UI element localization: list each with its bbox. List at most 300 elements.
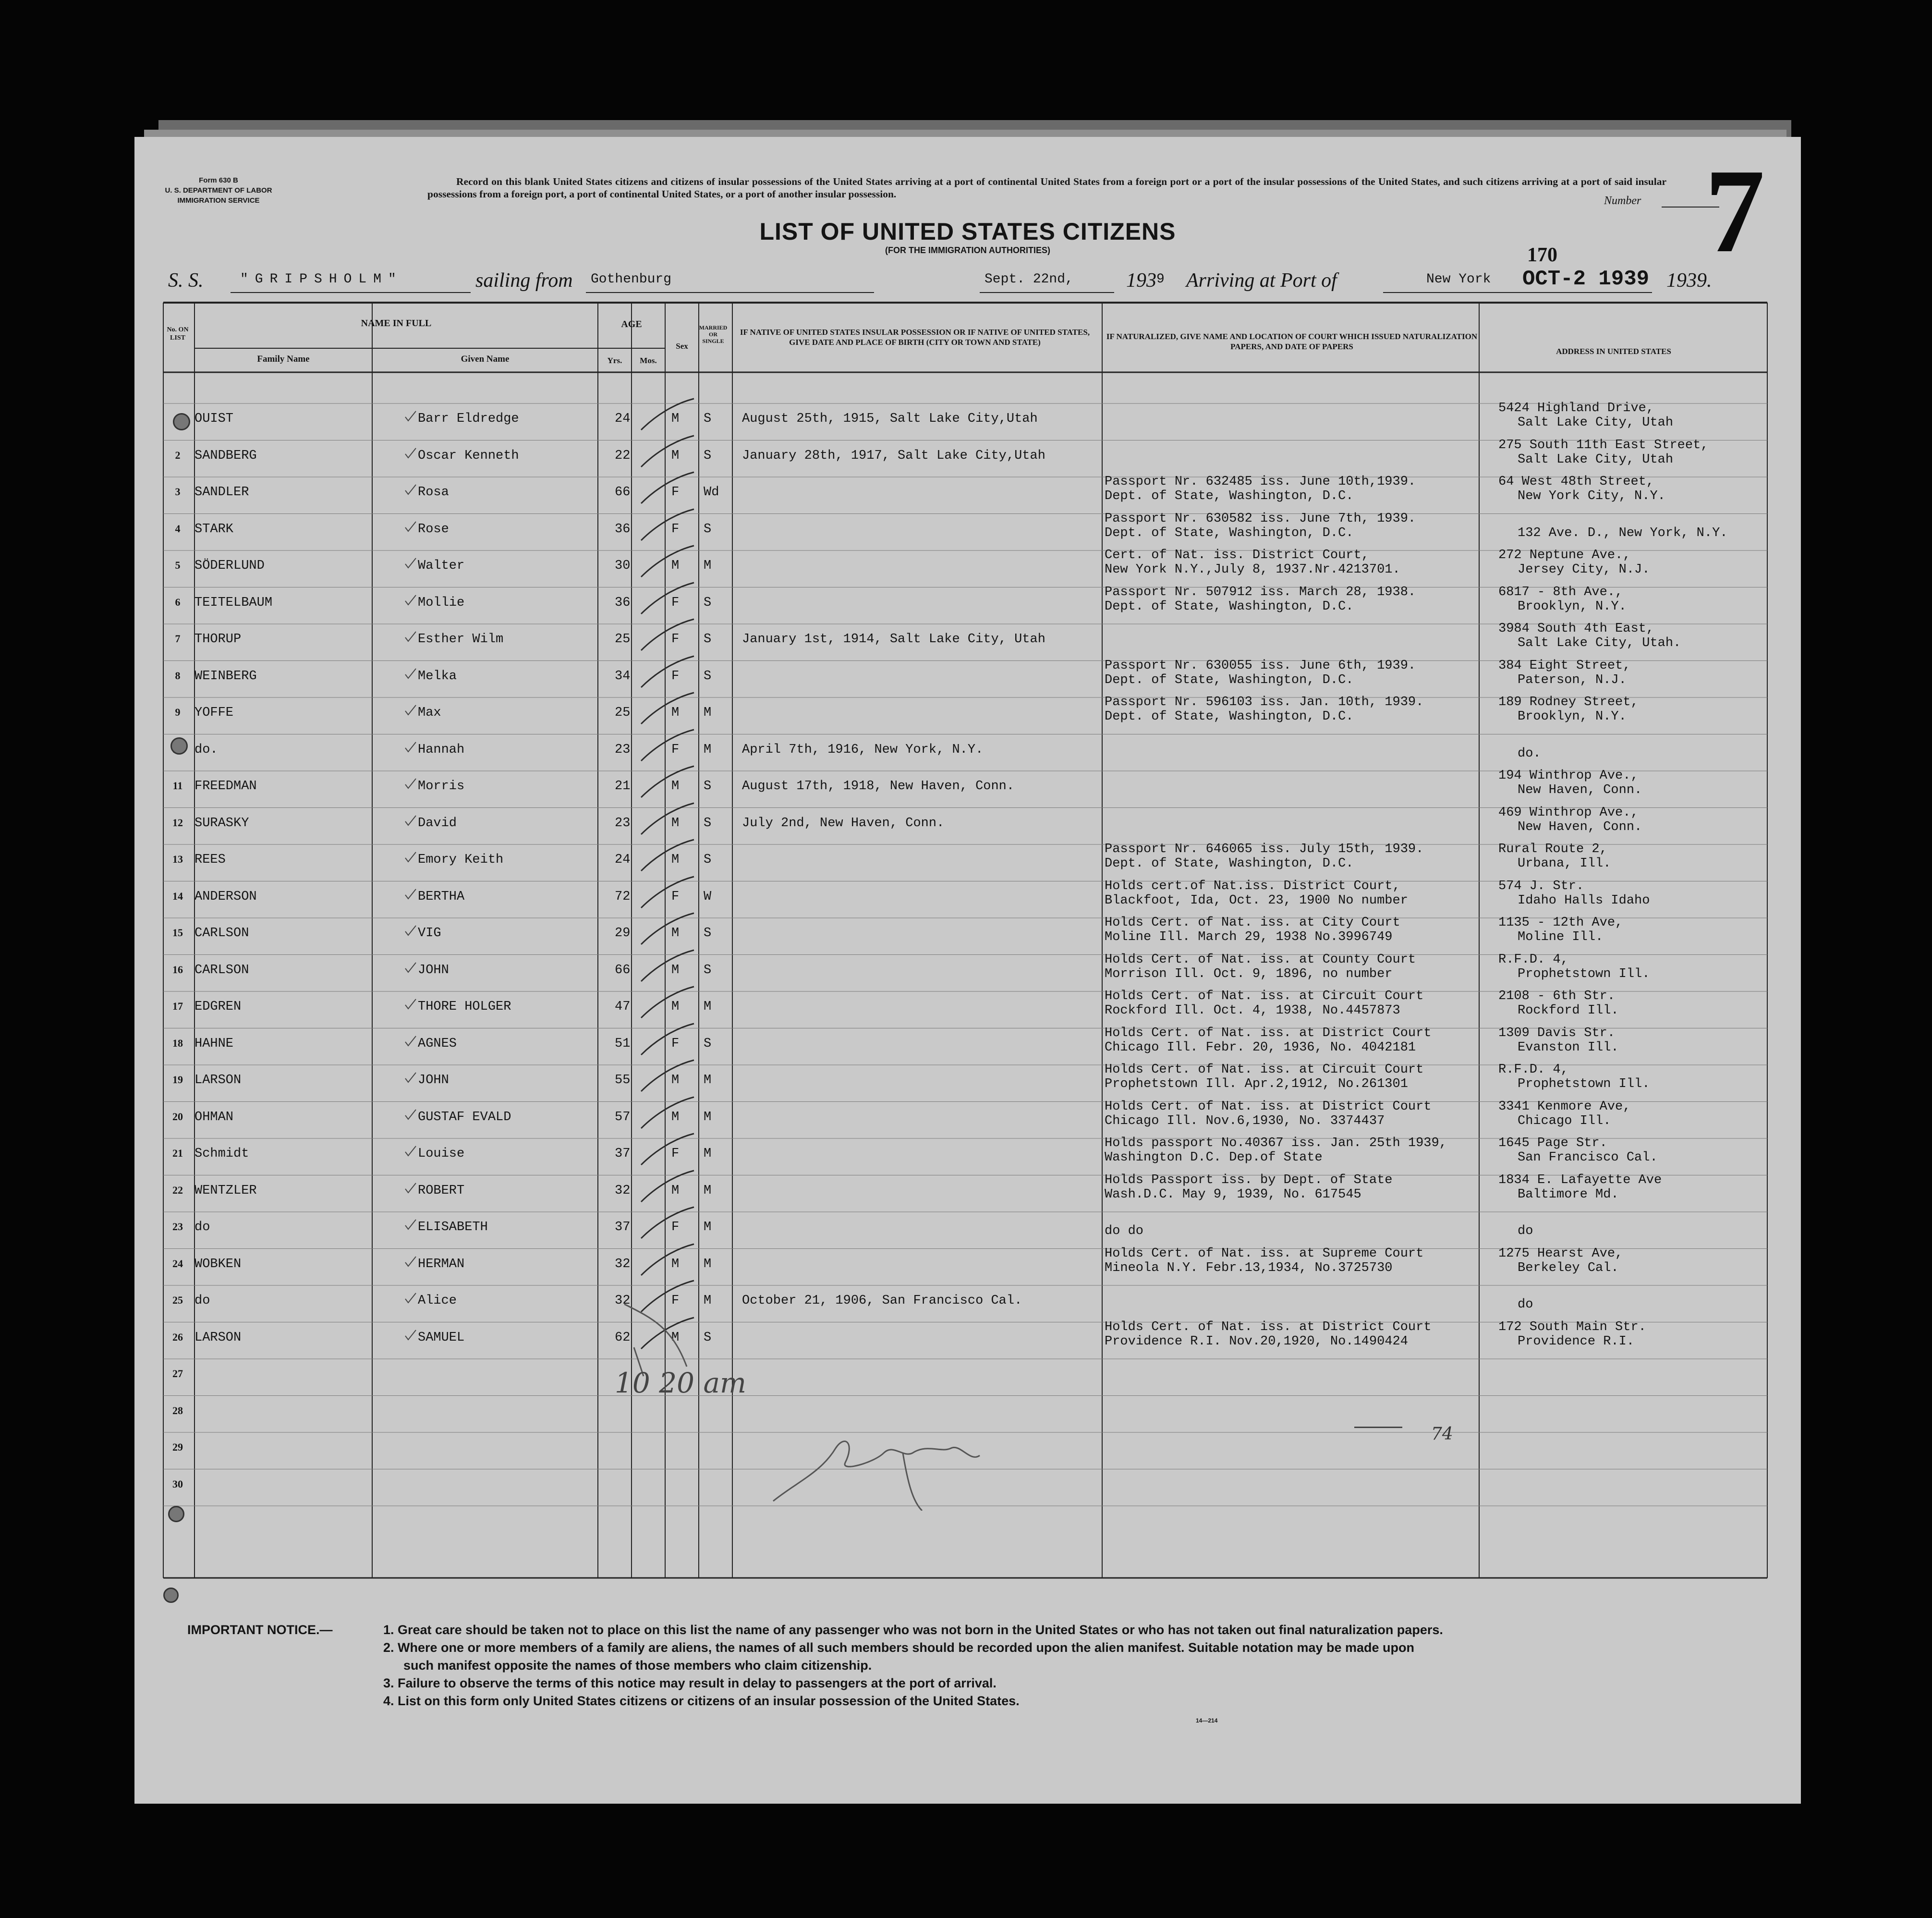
cell-addr2: San Francisco Cal.: [1518, 1150, 1658, 1165]
cell-sex: M: [671, 963, 680, 977]
cell-given: VIG: [418, 926, 441, 941]
cell-marital: S: [704, 448, 712, 463]
stamp-number: 170: [1527, 244, 1557, 266]
notice-item-1: 1. Great care should be taken not to place on this list the name of any passenger who was not born in the United States or who has not taken out final naturalization papers.: [383, 1623, 1443, 1637]
cell-addr2: New York City, N.Y.: [1518, 489, 1665, 503]
cell-nat1: Holds Cert. of Nat. iss. at City Court: [1105, 916, 1400, 930]
cell-no: 24: [172, 1257, 183, 1270]
cell-no: 8: [175, 669, 181, 682]
cell-nat2: Prophetstown Ill. Apr.2,1912, No.261301: [1105, 1077, 1408, 1091]
cell-marital: M: [704, 706, 712, 720]
cell-given: ROBERT: [418, 1183, 465, 1198]
sailing-label: sailing from: [475, 269, 573, 292]
cell-given: ELISABETH: [418, 1220, 488, 1234]
cell-family: STARK: [194, 522, 234, 537]
cell-nat1: Passport Nr. 596103 iss. Jan. 10th, 1939.: [1105, 695, 1424, 709]
cell-age: 36: [615, 522, 631, 537]
cell-family: WENTZLER: [194, 1183, 257, 1198]
cell-addr1: 5424 Highland Drive,: [1498, 401, 1654, 415]
cell-nat1: Passport Nr. 646065 iss. July 15th, 1939.: [1105, 842, 1424, 856]
cell-addr2: Prophetstown Ill.: [1518, 966, 1650, 981]
cell-age: 57: [615, 1110, 631, 1124]
cell-sex: M: [671, 1073, 680, 1087]
cell-addr2: Urbana, Ill.: [1518, 856, 1611, 871]
cell-no: 11: [172, 780, 183, 792]
tick-mark-icon: [403, 1291, 418, 1306]
cell-nat2: Mineola N.Y. Febr.13,1934, No.3725730: [1105, 1260, 1393, 1275]
cell-given: Emory Keith: [418, 853, 504, 867]
cell-given: JOHN: [418, 963, 449, 977]
cell-age: 30: [615, 559, 631, 573]
checkmark-icon: [636, 433, 699, 472]
cell-addr2: Chicago Ill.: [1518, 1113, 1611, 1128]
cell-family: WEINBERG: [194, 669, 257, 684]
tick-mark-icon: [403, 1108, 418, 1122]
cell-no: 17: [172, 1000, 183, 1012]
cell-age: 25: [615, 706, 631, 720]
punch-hole: [173, 413, 190, 430]
tick-mark-icon: [403, 1034, 418, 1049]
cell-no: 9: [175, 706, 181, 718]
cell-marital: S: [704, 412, 712, 426]
cell-no: 26: [172, 1331, 183, 1343]
cell-addr1: 384 Eight Street,: [1498, 658, 1631, 673]
cell-addr2: Paterson, N.J.: [1518, 672, 1627, 687]
cell-family: EDGREN: [194, 1000, 242, 1014]
cell-no: 7: [175, 633, 181, 645]
cell-given: Rose: [418, 522, 449, 537]
cell-marital: S: [704, 632, 712, 647]
header-given-name: Given Name: [461, 354, 510, 364]
punch-hole: [163, 1588, 179, 1603]
cell-no: 21: [172, 1147, 183, 1159]
cell-addr1: 1309 Davis Str.: [1498, 1026, 1616, 1040]
tick-mark-icon: [403, 961, 418, 975]
arrival-port: New York: [1426, 272, 1491, 287]
cell-nat2: Chicago Ill. Febr. 20, 1936, No. 4042181: [1105, 1040, 1416, 1055]
cell-addr1: 1645 Page Str.: [1498, 1136, 1607, 1150]
cell-addr1: 275 South 11th East Street,: [1498, 438, 1709, 452]
cell-no: 28: [172, 1404, 183, 1417]
header-mos: Mos.: [640, 356, 657, 365]
cell-family: OHMAN: [194, 1110, 234, 1124]
cell-addr1: 3341 Kenmore Ave,: [1498, 1099, 1631, 1114]
form-code: 14—214: [1196, 1717, 1218, 1724]
page-title: LIST OF UNITED STATES CITIZENS: [759, 218, 1176, 245]
header-married-or-single: MARRIED OR SINGLE: [699, 324, 728, 344]
cell-marital: S: [704, 853, 712, 867]
cell-age: 24: [615, 853, 631, 867]
cell-nat2: New York N.Y.,July 8, 1937.Nr.4213701.: [1105, 562, 1400, 577]
service-name: IMMIGRATION SERVICE: [177, 196, 260, 205]
punch-hole: [170, 737, 188, 755]
page-subtitle: (FOR THE IMMIGRATION AUTHORITIES): [885, 245, 1050, 255]
tick-mark-icon: [403, 740, 418, 755]
checkmark-icon: [636, 948, 699, 986]
cell-nat1: Passport Nr. 630055 iss. June 6th, 1939.: [1105, 658, 1416, 673]
cell-age: 37: [615, 1147, 631, 1161]
cell-age: 62: [615, 1330, 631, 1345]
cell-no: 2: [175, 449, 181, 461]
checkmark-icon: [636, 580, 699, 619]
cell-nat1: Passport Nr. 507912 iss. March 28, 1938.: [1105, 585, 1416, 599]
tick-mark-icon: [403, 556, 418, 571]
checkmark-icon: [636, 690, 699, 729]
checkmark-icon: [636, 543, 699, 582]
cell-no: 16: [172, 963, 183, 976]
tick-mark-icon: [403, 850, 418, 865]
cell-addr2: Jersey City, N.J.: [1518, 562, 1650, 577]
checkmark-icon: [636, 654, 699, 692]
cell-addr1: 2108 - 6th Str.: [1498, 989, 1616, 1003]
cell-no: 19: [172, 1074, 183, 1086]
cell-age: 22: [615, 448, 631, 463]
cell-no: 30: [172, 1478, 183, 1490]
cell-nat2: Blackfoot, Ida, Oct. 23, 1900 No number: [1105, 893, 1408, 908]
cell-sex: F: [671, 595, 680, 610]
cell-nat2: Dept. of State, Washington, D.C.: [1105, 525, 1354, 540]
cell-sex: F: [671, 1036, 680, 1051]
cell-given: Max: [418, 706, 441, 720]
cell-marital: S: [704, 779, 712, 794]
sail-year-printed: 193: [1126, 269, 1156, 292]
cell-family: ANDERSON: [194, 889, 257, 904]
cell-nat2: Dept. of State, Washington, D.C.: [1105, 672, 1354, 687]
checkmark-icon: [636, 911, 699, 949]
sail-date: Sept. 22nd,: [984, 272, 1073, 287]
cell-addr1: 574 J. Str.: [1498, 879, 1584, 893]
checkmark-icon: [636, 837, 699, 876]
cell-age: 21: [615, 779, 631, 794]
cell-sex: F: [671, 1220, 680, 1234]
checkmark-icon: [636, 874, 699, 913]
header-yrs: Yrs.: [607, 356, 622, 365]
cell-family: TEITELBAUM: [194, 595, 273, 610]
handwritten-signature: [615, 1290, 1095, 1511]
cell-sex: M: [671, 1257, 680, 1271]
cell-no: 6: [175, 596, 181, 608]
cell-no: 5: [175, 559, 181, 571]
cell-age: 66: [615, 963, 631, 977]
cell-nat2: Moline Ill. March 29, 1938 No.3996749: [1105, 930, 1393, 944]
cell-addr1: 64 West 48th Street,: [1498, 475, 1654, 489]
cell-marital: S: [704, 522, 712, 537]
cell-given: David: [418, 816, 457, 831]
cell-age: 32: [615, 1183, 631, 1198]
notice-item-2: 2. Where one or more members of a family are aliens, the names of all such members should be recorded upon the alien manifest. Suitable notation may be made upon: [383, 1640, 1415, 1655]
cell-birth: August 17th, 1918, New Haven, Conn.: [742, 779, 1015, 794]
sail-year-typed: 9: [1156, 272, 1165, 287]
cell-family: LARSON: [194, 1073, 242, 1087]
cell-no: 27: [172, 1368, 183, 1380]
cell-no: 22: [172, 1184, 183, 1196]
cell-family: SANDBERG: [194, 448, 257, 463]
cell-addr1: 1834 E. Lafayette Ave: [1498, 1173, 1662, 1187]
cell-sex: F: [671, 1294, 680, 1308]
cell-nat2: Morrison Ill. Oct. 9, 1896, no number: [1105, 966, 1393, 981]
cell-age: 24: [615, 412, 631, 426]
cell-no: 15: [172, 927, 183, 939]
checkmark-icon: [636, 470, 699, 508]
cell-addr2: Salt Lake City, Utah: [1518, 415, 1674, 430]
cell-addr1: 1275 Hearst Ave,: [1498, 1246, 1623, 1261]
cell-birth: April 7th, 1916, New York, N.Y.: [742, 742, 984, 757]
cell-addr1: 469 Winthrop Ave.,: [1498, 805, 1639, 820]
cell-addr2: Rockford Ill.: [1518, 1003, 1619, 1018]
cell-family: THORUP: [194, 632, 242, 647]
cell-family: Schmidt: [194, 1147, 249, 1161]
tick-mark-icon: [403, 520, 418, 534]
checkmark-icon: [636, 727, 699, 766]
checkmark-icon: [636, 396, 699, 435]
cell-family: CARLSON: [194, 926, 249, 941]
cell-addr2: do.: [1518, 746, 1541, 761]
cell-family: do.: [194, 742, 218, 757]
cell-given: Oscar Kenneth: [418, 448, 519, 463]
cell-age: 23: [615, 742, 631, 757]
cell-family: SÖDERLUND: [194, 559, 265, 573]
cell-addr2: Brooklyn, N.Y.: [1518, 599, 1627, 614]
header-name-in-full: NAME IN FULL: [361, 318, 432, 329]
checkmark-icon: [636, 984, 699, 1023]
checkmark-icon: [636, 1242, 699, 1280]
cell-no: 13: [172, 853, 183, 865]
cell-family: FREEDMAN: [194, 779, 257, 794]
cell-given: Rosa: [418, 485, 449, 500]
checkmark-icon: [636, 617, 699, 655]
cell-birth: October 21, 1906, San Francisco Cal.: [742, 1294, 1022, 1308]
cell-addr1: 6817 - 8th Ave.,: [1498, 585, 1623, 599]
cell-marital: S: [704, 595, 712, 610]
cell-given: AGNES: [418, 1036, 457, 1051]
cell-nat2: Dept. of State, Washington, D.C.: [1105, 489, 1354, 503]
cell-nat1: Holds Cert. of Nat. iss. at Circuit Court: [1105, 989, 1424, 1003]
checkmark-icon: [636, 1095, 699, 1133]
ss-label: S. S.: [168, 269, 204, 292]
header-no-on-list: No. ON LIST: [167, 326, 189, 342]
checkmark-icon: [636, 764, 699, 802]
cell-given: Alice: [418, 1294, 457, 1308]
cell-sex: M: [671, 412, 680, 426]
cell-family: YOFFE: [194, 706, 234, 720]
cell-addr1: R.F.D. 4,: [1498, 1063, 1568, 1077]
cell-addr1: 194 Winthrop Ave.,: [1498, 769, 1639, 783]
tick-mark-icon: [403, 777, 418, 791]
cell-given: Louise: [418, 1147, 465, 1161]
cell-marital: M: [704, 1073, 712, 1087]
tick-mark-icon: [403, 667, 418, 681]
cell-marital: M: [704, 1110, 712, 1124]
cell-addr1: Rural Route 2,: [1498, 842, 1607, 856]
cell-nat2: Wash.D.C. May 9, 1939, No. 617545: [1105, 1187, 1361, 1202]
cell-given: BERTHA: [418, 889, 465, 904]
cell-marital: M: [704, 1220, 712, 1234]
checkmark-icon: [636, 1205, 699, 1243]
cell-marital: M: [704, 1294, 712, 1308]
cell-nat2: Rockford Ill. Oct. 4, 1938, No.4457873: [1105, 1003, 1400, 1018]
tick-mark-icon: [403, 409, 418, 424]
cell-given: JOHN: [418, 1073, 449, 1087]
cell-given: THORE HOLGER: [418, 1000, 511, 1014]
cell-nat2: Dept. of State, Washington, D.C.: [1105, 709, 1354, 724]
handwritten-time: 10 20 am: [615, 1367, 747, 1399]
tick-mark-icon: [403, 924, 418, 938]
cell-nat1: Holds Cert. of Nat. iss. at District Court: [1105, 1026, 1432, 1040]
cell-given: HERMAN: [418, 1257, 465, 1271]
header-naturalized: IF NATURALIZED, GIVE NAME AND LOCATION OF COURT WHICH ISSUED NATURALIZATION PAPERS, AND DATE OF PAPERS: [1106, 332, 1478, 351]
cell-family: SANDLER: [194, 485, 249, 500]
cell-nat2: Chicago Ill. Nov.6,1930, No. 3374437: [1105, 1113, 1385, 1128]
cell-age: 29: [615, 926, 631, 941]
cell-given: SAMUEL: [418, 1330, 465, 1345]
cell-no: 23: [172, 1221, 183, 1233]
cell-nat1: Holds passport No.40367 iss. Jan. 25th 1939,: [1105, 1136, 1447, 1150]
header-birth: IF NATIVE OF UNITED STATES INSULAR POSSESSION OR IF NATIVE OF UNITED STATES, GIVE DATE AND PLACE OF BIRTH (CITY OR TOWN AND STATE): [740, 328, 1090, 347]
tick-mark-icon: [403, 1255, 418, 1269]
cell-marital: S: [704, 1330, 712, 1345]
cell-no: 18: [172, 1037, 183, 1049]
cell-given: Barr Eldredge: [418, 412, 519, 426]
cell-addr2: Moline Ill.: [1518, 930, 1604, 944]
cell-nat1: Holds Cert. of Nat. iss. at Circuit Court: [1105, 1063, 1424, 1077]
cell-nat1: Holds Cert. of Nat. iss. at Supreme Court: [1105, 1246, 1424, 1261]
cell-age: 37: [615, 1220, 631, 1234]
form-preamble: Record on this blank United States citizens and citizens of insular possessions of the United States arriving at a port of continental United States from a foreign port or a port of the insular possessions of the United States, and such citizens arriving at a port of said insular possessions from a foreign port, a port of continental United States, or a port of another insular possession.: [427, 176, 1666, 200]
cell-family: OUIST: [194, 412, 234, 426]
tick-mark-icon: [403, 997, 418, 1012]
checkmark-icon: [636, 1058, 699, 1096]
cell-nat2: do do: [1105, 1224, 1144, 1238]
cell-birth: January 1st, 1914, Salt Lake City, Utah: [742, 632, 1045, 647]
cell-given: Melka: [418, 669, 457, 684]
cell-family: do: [194, 1220, 210, 1234]
header-age: AGE: [621, 319, 642, 330]
list-number: 7: [1705, 145, 1765, 278]
cell-age: 23: [615, 816, 631, 831]
cell-addr1: 189 Rodney Street,: [1498, 695, 1639, 709]
cell-given: Mollie: [418, 595, 465, 610]
cell-sex: M: [671, 853, 680, 867]
scrawl-dash: [1354, 1427, 1402, 1428]
notice-item-3: 3. Failure to observe the terms of this notice may result in delay to passengers at the port of arrival.: [383, 1676, 996, 1690]
cell-addr2: Evanston Ill.: [1518, 1040, 1619, 1055]
cell-given: Hannah: [418, 742, 465, 757]
cell-age: 32: [615, 1294, 631, 1308]
cell-no: 14: [172, 890, 183, 902]
cell-addr1: 272 Neptune Ave.,: [1498, 548, 1631, 562]
cell-family: WOBKEN: [194, 1257, 242, 1271]
cell-sex: F: [671, 485, 680, 500]
cell-nat1: Holds Cert. of Nat. iss. at District Court: [1105, 1319, 1432, 1334]
cell-sex: M: [671, 779, 680, 794]
cell-age: 47: [615, 1000, 631, 1014]
tick-mark-icon: [403, 483, 418, 497]
cell-age: 32: [615, 1257, 631, 1271]
cell-nat1: Holds Passport iss. by Dept. of State: [1105, 1173, 1393, 1187]
cell-addr1: R.F.D. 4,: [1498, 952, 1568, 967]
punch-hole: [168, 1506, 184, 1522]
checkmark-icon: [636, 1131, 699, 1170]
cell-sex: M: [671, 706, 680, 720]
cell-given: Morris: [418, 779, 465, 794]
cell-family: CARLSON: [194, 963, 249, 977]
cell-marital: M: [704, 1257, 712, 1271]
cell-sex: F: [671, 889, 680, 904]
cell-marital: M: [704, 1147, 712, 1161]
header-family-name: Family Name: [257, 354, 310, 364]
cell-sex: M: [671, 1000, 680, 1014]
cell-given: Esther Wilm: [418, 632, 504, 647]
tick-mark-icon: [403, 593, 418, 608]
cell-nat1: Holds Cert. of Nat. iss. at County Court: [1105, 952, 1416, 967]
tick-mark-icon: [403, 703, 418, 718]
cell-sex: F: [671, 669, 680, 684]
checkmark-icon: [636, 1168, 699, 1207]
cell-age: 51: [615, 1036, 631, 1051]
cell-marital: S: [704, 926, 712, 941]
cell-birth: August 25th, 1915, Salt Lake City,Utah: [742, 412, 1038, 426]
cell-marital: M: [704, 1183, 712, 1198]
cell-family: REES: [194, 853, 226, 867]
cell-age: 36: [615, 595, 631, 610]
cell-age: 72: [615, 889, 631, 904]
cell-addr2: Idaho Halls Idaho: [1518, 893, 1650, 908]
cell-marital: M: [704, 1000, 712, 1014]
cell-marital: S: [704, 1036, 712, 1051]
department-name: U. S. DEPARTMENT OF LABOR: [165, 186, 272, 195]
cell-birth: January 28th, 1917, Salt Lake City,Utah: [742, 448, 1045, 463]
tick-mark-icon: [403, 1181, 418, 1196]
tick-mark-icon: [403, 630, 418, 644]
cell-marital: S: [704, 816, 712, 831]
tick-mark-icon: [403, 446, 418, 461]
cell-addr2: do: [1518, 1297, 1533, 1312]
cell-addr2: 132 Ave. D., New York, N.Y.: [1518, 525, 1728, 540]
cell-marital: Wd: [704, 485, 719, 500]
cell-addr2: Providence R.I.: [1518, 1334, 1635, 1349]
cell-given: Walter: [418, 559, 465, 573]
cell-addr2: Prophetstown Ill.: [1518, 1077, 1650, 1091]
cell-no: 3: [175, 486, 181, 498]
arriving-label: Arriving at Port of: [1186, 269, 1337, 292]
tick-mark-icon: [403, 1071, 418, 1085]
cell-no: 12: [172, 816, 183, 829]
handwritten-74: 74: [1431, 1424, 1453, 1444]
cell-nat2: Dept. of State, Washington, D.C.: [1105, 856, 1354, 871]
cell-nat1: Passport Nr. 630582 iss. June 7th, 1939.: [1105, 511, 1416, 526]
cell-nat1: Cert. of Nat. iss. District Court,: [1105, 548, 1369, 562]
cell-sex: M: [671, 448, 680, 463]
cell-sex: F: [671, 742, 680, 757]
cell-sex: M: [671, 1330, 680, 1345]
cell-given: GUSTAF EVALD: [418, 1110, 511, 1124]
cell-family: LARSON: [194, 1330, 242, 1345]
cell-age: 34: [615, 669, 631, 684]
cell-sex: F: [671, 1147, 680, 1161]
checkmark-icon: [636, 801, 699, 839]
tick-mark-icon: [403, 814, 418, 828]
number-label: Number: [1604, 195, 1641, 207]
cell-age: 66: [615, 485, 631, 500]
cell-no: 25: [172, 1294, 183, 1306]
cell-addr2: Berkeley Cal.: [1518, 1260, 1619, 1275]
cell-marital: S: [704, 963, 712, 977]
cell-family: do: [194, 1294, 210, 1308]
header-sex: Sex: [676, 342, 688, 351]
tick-mark-icon: [403, 1218, 418, 1232]
cell-addr2: New Haven, Conn.: [1518, 819, 1642, 834]
cell-no: 4: [175, 522, 181, 535]
